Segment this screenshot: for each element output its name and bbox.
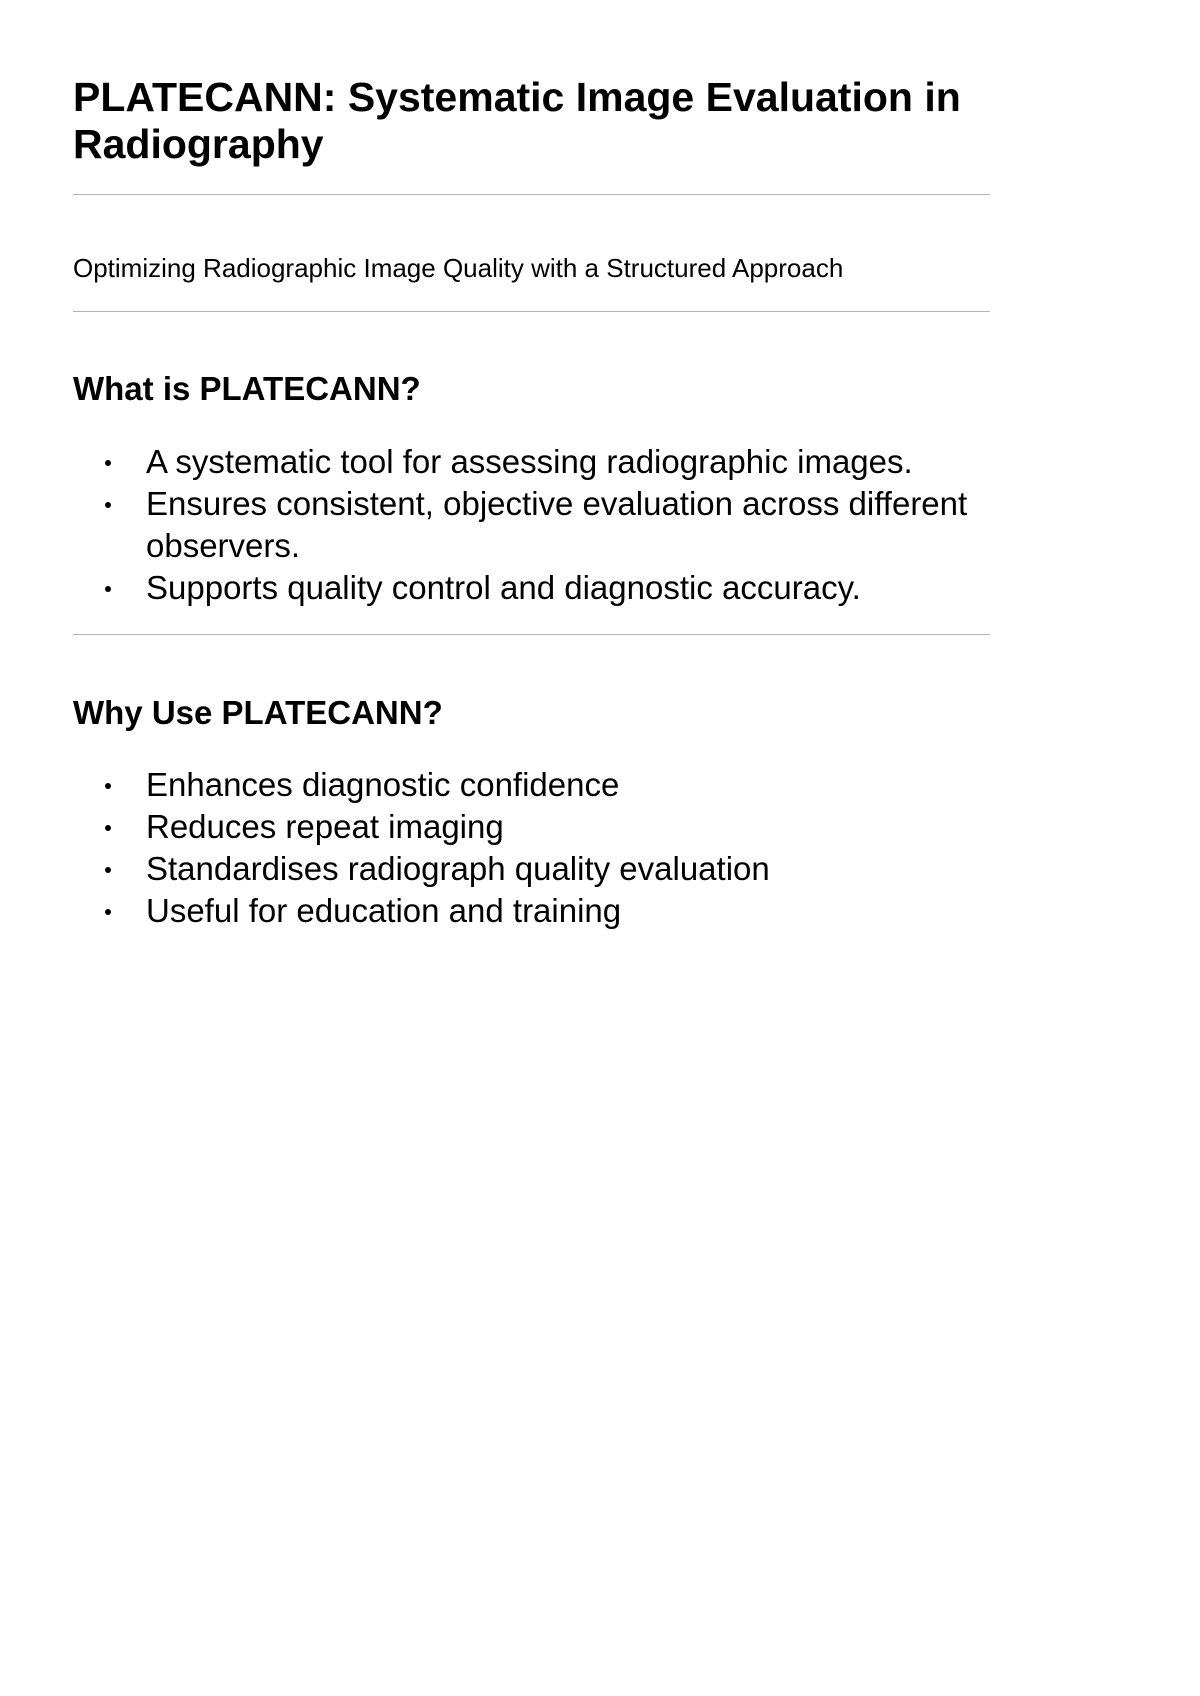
bullet-dot-icon (105, 502, 111, 508)
document-subtitle: Optimizing Radiographic Image Quality with a Structured Approach (73, 253, 844, 283)
list-item-text: Useful for education and training (146, 892, 622, 929)
list-item-text: Standardises radiograph quality evaluation (146, 850, 770, 887)
list-item (73, 483, 1113, 567)
list-item-text: A systematic tool for assessing radiographic images. (146, 443, 913, 480)
subtitle-divider (73, 311, 990, 312)
section-heading-why-use: Why Use PLATECANN? (73, 694, 443, 731)
what-is-bullet-list (73, 441, 1113, 609)
title-divider (73, 194, 990, 195)
list-item (73, 848, 1113, 890)
list-item-text: Reduces repeat imaging (146, 808, 504, 845)
list-item (73, 441, 1113, 483)
bullet-dot-icon (105, 586, 111, 592)
list-item-text: Enhances diagnostic confidence (146, 766, 620, 803)
bullet-dot-icon (105, 867, 111, 873)
section-heading-what-is: What is PLATECANN? (73, 370, 421, 407)
section-divider (73, 634, 990, 635)
list-item-text: Supports quality control and diagnostic accuracy. (146, 569, 861, 606)
bullet-dot-icon (105, 783, 111, 789)
list-item-text: Ensures consistent, objective evaluation across different observers. (146, 485, 968, 564)
document-title: PLATECANN: Systematic Image Evaluation in Radiography (73, 74, 961, 167)
bullet-dot-icon (105, 825, 111, 831)
list-item (73, 764, 1113, 806)
list-item (73, 806, 1113, 848)
bullet-dot-icon (105, 460, 111, 466)
bullet-dot-icon (105, 909, 111, 915)
why-use-bullet-list (73, 764, 1113, 932)
list-item (73, 890, 1113, 932)
list-item (73, 567, 1113, 609)
